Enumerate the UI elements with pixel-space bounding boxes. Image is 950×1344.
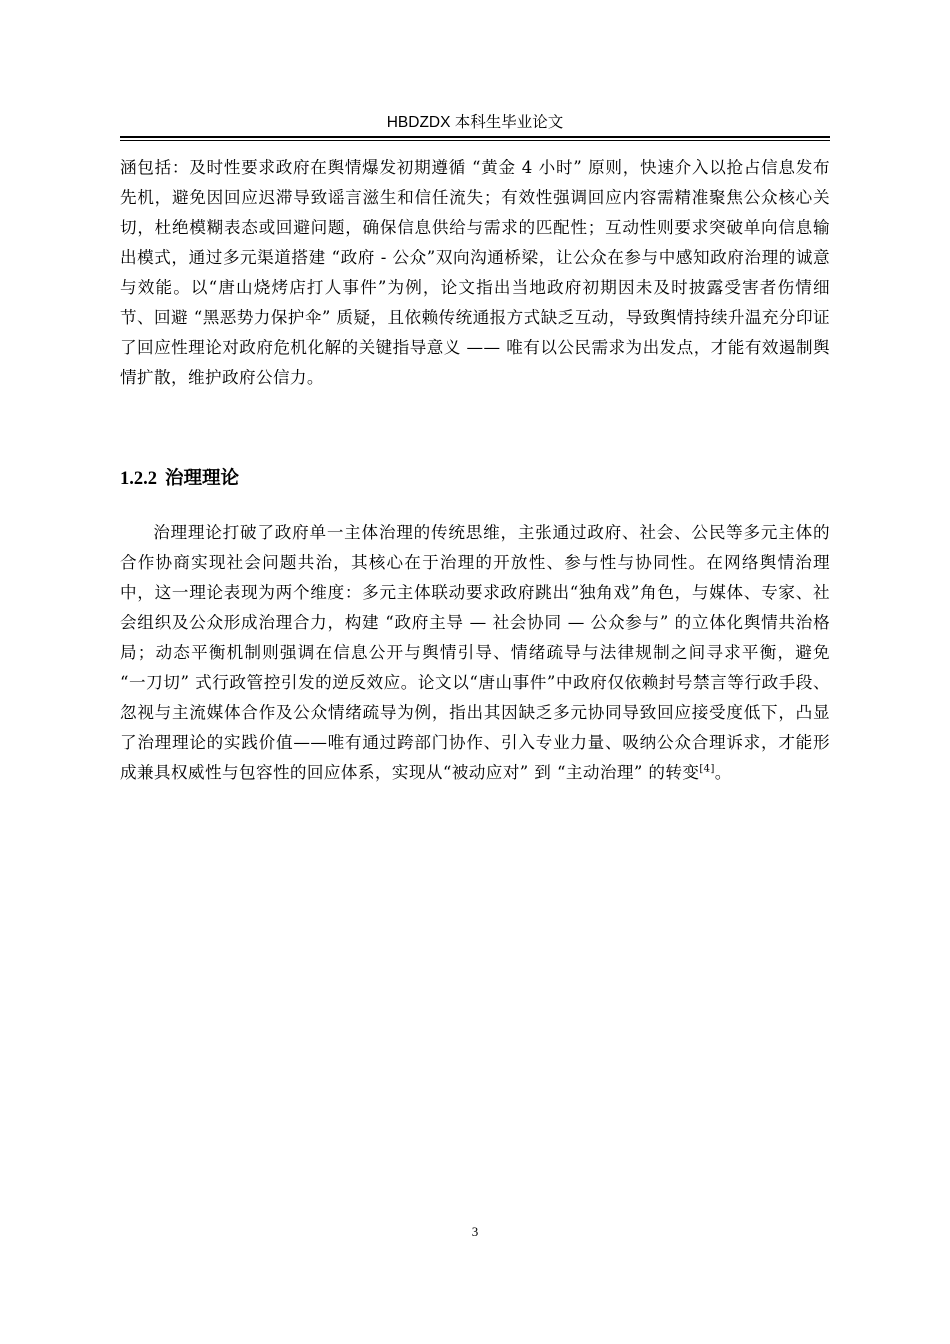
header-rule-thin (120, 140, 830, 141)
citation-ref: [4] (699, 763, 715, 775)
body-paragraph-1: 涵包括：及时性要求政府在舆情爆发初期遵循 “黄金 4 小时” 原则，快速介入以抢占信息发布先机，避免因回应迟滞导致谣言滋生和信任流失；有效性强调回应内容需精准聚焦公众核心关切，杜绝模糊表态或回避问题，确保信息供给与需求的匹配性；互动性则要求突破单向信息输出模式，通过多元渠道搭建 “政府 - 公众”双向沟通桥梁，让公众在参与中感知政府治理的诚意与效能。以“唐山烧烤店打人事件”为例，论文指出当地政府初期因未及时披露受害者伤情细节、回避 “黑恶势力保护伞” 质疑，且依赖传统通报方式缺乏互动，导致舆情持续升温充分印证了回应性理论对政府危机化解的关键指导意义 —— 唯有以公民需求为出发点，才能有效遏制舆情扩散，维护政府公信力。 (120, 158, 830, 387)
running-header: HBDZDX 本科生毕业论文 (386, 114, 564, 131)
page-number: 3 (471, 1224, 479, 1239)
body-paragraph-2-text: 治理理论打破了政府单一主体治理的传统思维，主张通过政府、社会、公民等多元主体的合作协商实现社会问题共治，其核心在于治理的开放性、参与性与协同性。在网络舆情治理中，这一理论表现为两个维度：多元主体联动要求政府跳出“独角戏”角色，与媒体、专家、社会组织及公众形成治理合力，构建 “政府主导 — 社会协同 — 公众参与” 的立体化舆情共治格局；动态平衡机制则强调在信息公开与舆情引导、情绪疏导与法律规制之间寻求平衡，避免 “一刀切” 式行政管控引发的逆反效应。论文以“唐山事件”中政府仅依赖封号禁言等行政手段、忽视与主流媒体合作及公众情绪疏导为例，指出其因缺乏多元协同导致回应接受度低下，凸显了治理理论的实践价值——唯有通过跨部门协作、引入专业力量、吸纳公众合理诉求，才能形成兼具权威性与包容性的回应体系，实现从“被动应对” 到 “主动治理” 的转变 (120, 523, 830, 782)
section-number: 1.2.2 (120, 469, 157, 489)
section-title: 治理理论 (165, 469, 240, 489)
header-rule-thick (120, 136, 830, 138)
section-heading (120, 464, 239, 494)
body-paragraph-2-end: 。 (714, 763, 732, 782)
body-paragraph-2 (120, 518, 830, 788)
